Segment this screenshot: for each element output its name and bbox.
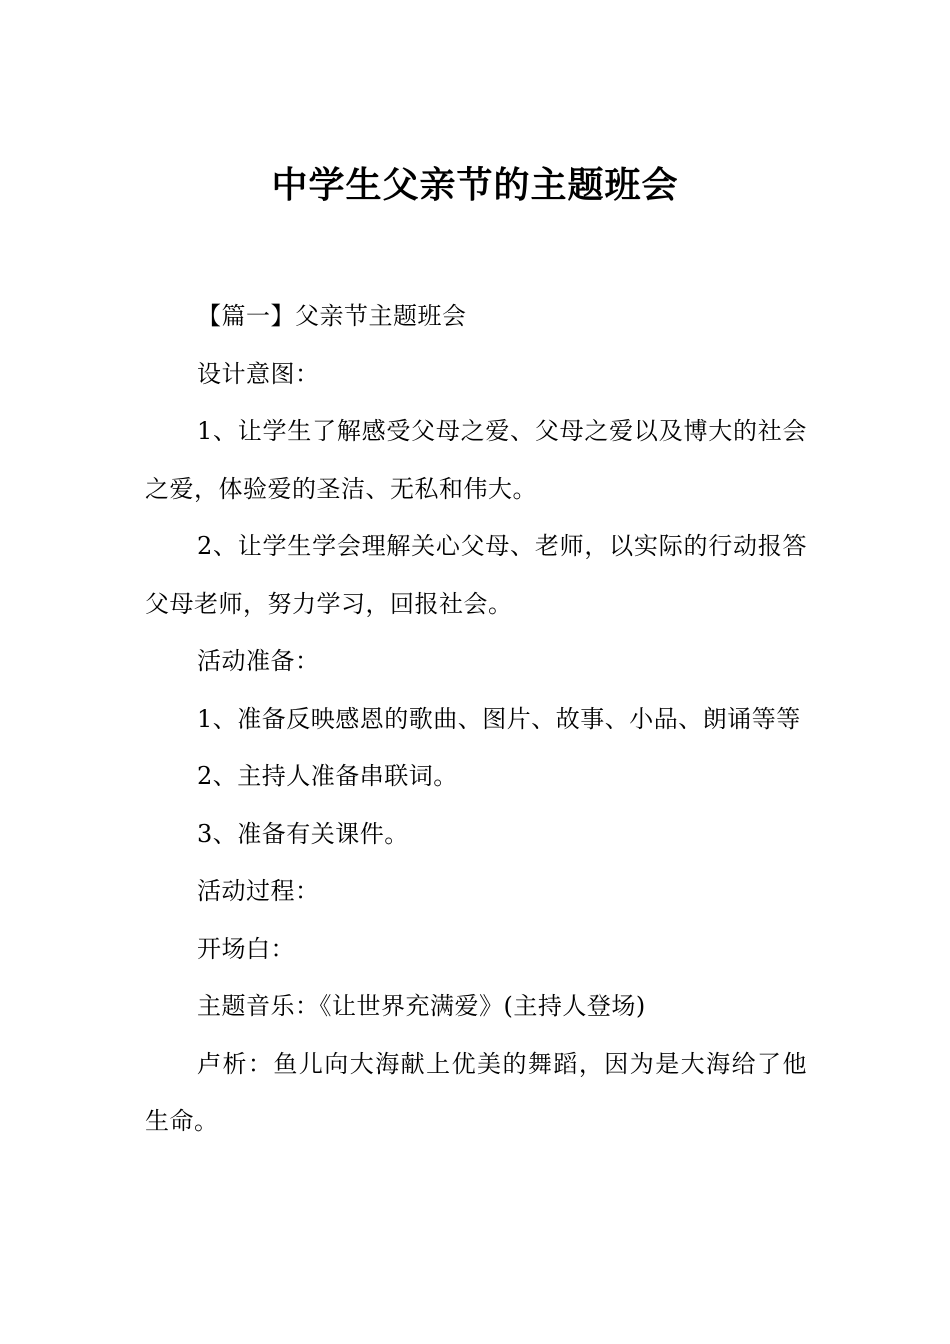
paragraph-preparation-1: 1、准备反映感恩的歌曲、图片、故事、小品、朗诵等等 [197,704,801,733]
paragraph-preparation-label: 活动准备： [197,647,320,675]
document-body [145,288,807,1151]
paragraph-theme-music: 主题音乐：《让世界充满爱》(主持人登场) [197,992,646,1020]
document-title: 中学生父亲节的主题班会 [271,164,679,206]
paragraph-host-line: 卢析：鱼儿向大海献上优美的舞蹈，因为是大海给了他生命。 [145,1049,807,1135]
paragraph-preparation-2: 2、主持人准备串联词。 [197,762,458,790]
paragraph-opening-label: 开场白： [197,934,295,963]
paragraph-preparation-3: 3、准备有关课件。 [197,819,409,848]
paragraph-intent-1: 1、让学生了解感受父母之爱、父母之爱以及博大的社会之爱，体验爱的圣洁、无私和伟大。 [145,417,807,503]
section-heading: 【篇一】父亲节主题班会 [197,302,467,330]
paragraph-design-intent-label: 设计意图： [197,359,320,388]
paragraph-intent-2: 2、让学生学会理解关心父母、老师，以实际的行动报答父母老师，努力学习，回报社会。 [145,532,807,618]
paragraph-process-label: 活动过程： [197,877,320,905]
